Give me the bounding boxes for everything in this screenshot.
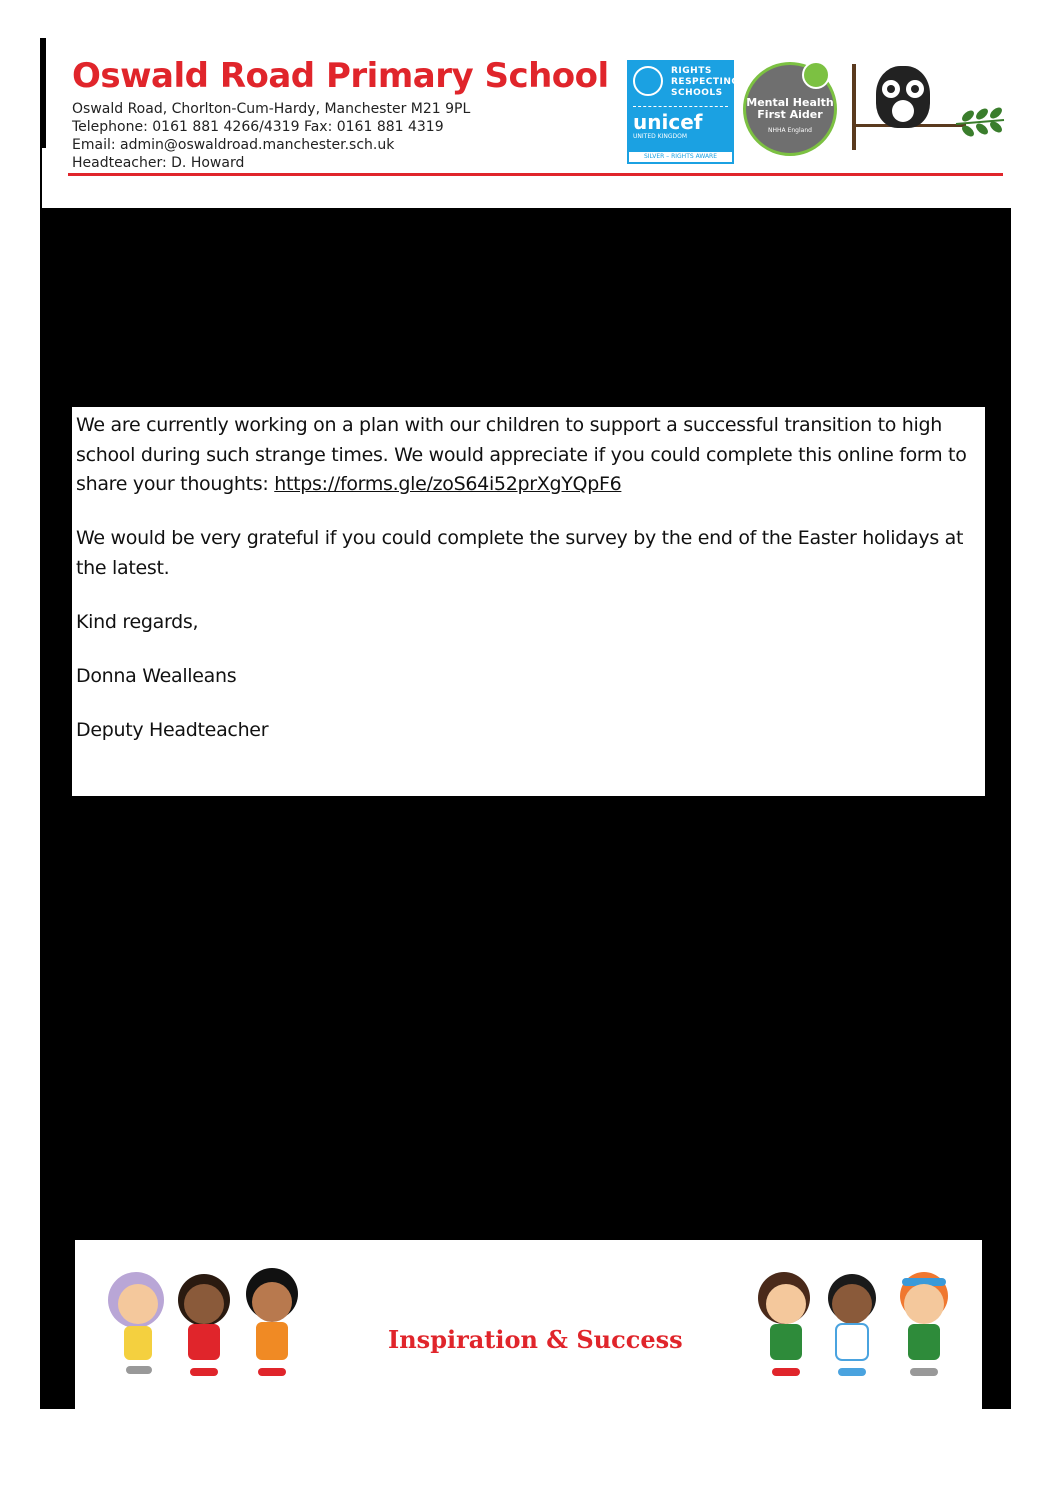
left-margin-rule: [40, 38, 46, 148]
children-illustration-left: [96, 1262, 311, 1387]
redacted-region: [40, 208, 1011, 1409]
leaves-icon: [954, 104, 1006, 138]
mhfa-title-2: First Aider: [757, 108, 823, 121]
unicef-uk: UNITED KINGDOM: [633, 133, 687, 140]
owl-belly: [892, 100, 914, 122]
left-margin-rule-thin: [40, 148, 42, 208]
paragraph-form-request: [76, 411, 981, 500]
owl-icon: [876, 66, 930, 128]
contact-block: [72, 100, 470, 172]
paragraph-deadline: We would be very grateful if you could complete the survey by the end of the Easter holidays at the latest.: [76, 527, 964, 579]
logo-dash-divider: [633, 106, 728, 107]
mhfa-leaf-icon: [802, 61, 830, 89]
school-headteacher: Headteacher: D. Howard: [72, 155, 245, 171]
form-link[interactable]: https://forms.gle/zoS64i52prXgYQpF6: [274, 473, 622, 495]
school-address: Oswald Road, Chorlton-Cum-Hardy, Manchester M21 9PL: [72, 101, 471, 117]
school-telephone: Telephone: 0161 881 4266/4319 Fax: 0161 881 4319: [72, 119, 444, 135]
header-divider: [68, 173, 1003, 176]
rrs-line-3: SCHOOLS: [671, 88, 723, 98]
owl-eye-left: [882, 80, 900, 98]
paragraph-form-request-text: We are currently working on a plan with our children to support a successful transition to high school during such strange times. We would appreciate if you could complete this online form to share your thoughts:: [76, 414, 967, 495]
mental-health-first-aider-badge: [743, 62, 837, 156]
rrs-line-2: RESPECTING: [671, 77, 740, 87]
footer-tagline: Inspiration & Success: [388, 1325, 683, 1354]
owl-branch-post: [852, 64, 856, 150]
school-name: Oswald Road Primary School: [72, 56, 609, 96]
signatory-title: Deputy Headteacher: [76, 718, 269, 741]
letter-body: [72, 407, 985, 796]
globe-icon: [633, 66, 663, 96]
mhfa-title-1: Mental Health: [746, 96, 834, 109]
signatory-name: Donna Wealleans: [76, 664, 237, 687]
school-email: Email: admin@oswaldroad.manchester.sch.uk: [72, 137, 395, 153]
mhfa-subtitle: NHHA England: [768, 127, 812, 134]
owl-eye-right: [906, 80, 924, 98]
children-illustration-right: [746, 1262, 961, 1387]
closing: Kind regards,: [76, 610, 199, 633]
unicef-rights-respecting-logo: [627, 60, 740, 164]
rrs-line-1: RIGHTS: [671, 66, 712, 76]
unicef-wordmark: unicef: [633, 110, 703, 134]
award-level: SILVER – RIGHTS AWARE: [629, 152, 732, 162]
